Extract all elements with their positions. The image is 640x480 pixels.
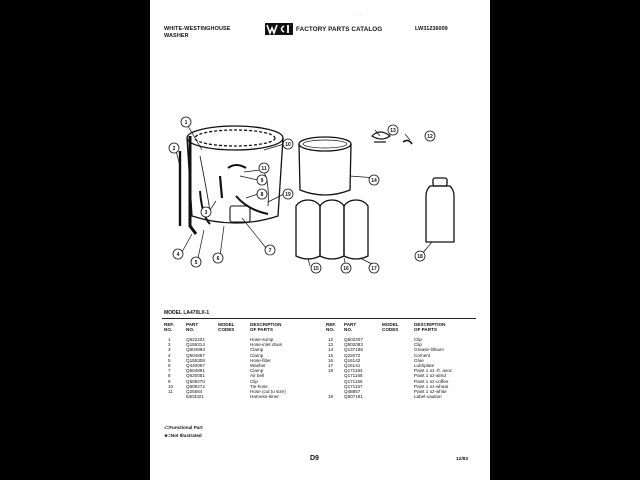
- part-description: Grease-lithium: [414, 347, 444, 353]
- ref-number: 16: [328, 357, 334, 363]
- part-description: Paint 1 oz.-fr. avoc: [414, 368, 453, 374]
- table-row: [164, 394, 324, 399]
- part-number: Q171165: [344, 373, 363, 379]
- callout-label-15: 15: [313, 266, 319, 272]
- wci-logo: [265, 21, 293, 37]
- part-number: Q504891: [186, 368, 205, 374]
- catalog-title: FACTORY PARTS CATALOG: [296, 26, 383, 33]
- part-number: Q504897: [186, 352, 205, 358]
- ref-number: 15: [328, 352, 334, 358]
- table-top-rule: [162, 318, 476, 319]
- footnotes: [164, 424, 203, 440]
- part-number: Q507181: [344, 394, 363, 400]
- part-number: Q171157: [344, 383, 363, 389]
- ref-number: 17: [328, 362, 334, 368]
- ref-number: 14: [328, 347, 334, 353]
- part-number: 5303321: [186, 394, 204, 400]
- ref-number: 2: [168, 342, 171, 348]
- callout-label-17: 17: [371, 266, 377, 272]
- part-number: Q16142: [344, 357, 361, 363]
- parts-rows-right: [326, 337, 476, 399]
- ref-number: 4: [168, 352, 171, 358]
- part-description: Paint 1 oz-coffee: [414, 378, 449, 384]
- ref-number: 9: [168, 378, 171, 384]
- part-number: Q620051: [186, 373, 205, 379]
- part-description: Cement: [414, 352, 431, 358]
- callout-label-1: 1: [184, 120, 188, 126]
- part-number: Q502207: [344, 337, 363, 342]
- callout-label-8: 8: [260, 192, 264, 198]
- part-number: Q25564: [186, 388, 203, 394]
- col-header-ref: REF. NO.: [164, 322, 174, 332]
- col-header-description: DESCRIPTION OF PARTS: [414, 322, 446, 332]
- callout-label-2: 2: [172, 146, 176, 152]
- washer-tub-drawing: [187, 126, 283, 223]
- callout-label-9: 9: [260, 178, 264, 184]
- part-description: Air bell: [250, 373, 265, 379]
- col-header-model-codes: MODEL CODES: [218, 322, 235, 332]
- callout-label-6: 6: [216, 256, 220, 262]
- callout-label-12: 12: [427, 134, 433, 140]
- part-description: Label-caution: [414, 394, 442, 400]
- part-description: Hose (cut to size): [250, 388, 286, 394]
- ref-number: 19: [328, 394, 334, 400]
- part-number: Q137186: [344, 347, 363, 353]
- col-header-model-codes: MODEL CODES: [382, 322, 399, 332]
- col-header-ref: REF. NO.: [326, 322, 336, 332]
- grease-bowl-drawing: [299, 137, 351, 195]
- part-description: Clip: [414, 342, 422, 348]
- ref-number: 10: [168, 383, 174, 389]
- ref-number: 6: [168, 362, 171, 368]
- pump-assembly-drawing: [220, 165, 246, 198]
- callout-label-5: 5: [194, 260, 198, 266]
- col-header-description: DESCRIPTION OF PARTS: [250, 322, 282, 332]
- callout-label-7: 7: [268, 248, 272, 254]
- part-description: Washer: [250, 362, 266, 368]
- revision-date: 12/83: [456, 457, 469, 462]
- col-header-part: PART NO.: [186, 322, 199, 332]
- hoses-drawing: [180, 136, 268, 234]
- part-number: Q504893: [186, 347, 205, 353]
- parts-rows-left: [164, 337, 324, 399]
- part-description: Clamp: [250, 368, 264, 374]
- brand-name: WHITE-WESTINGHOUSE: [164, 26, 231, 32]
- part-description: Hose-inlet drain: [250, 342, 283, 348]
- part-number: Q502083: [344, 342, 363, 348]
- part-description: Lubriplate: [414, 362, 435, 368]
- part-description: Paint 1 oz-wheat: [414, 383, 449, 389]
- callout-label-16: 16: [343, 266, 349, 272]
- bottles-drawing: [296, 200, 368, 259]
- callout-label-11: 11: [261, 166, 267, 172]
- part-number: Q171184: [344, 368, 363, 374]
- ref-number: 12: [328, 337, 334, 342]
- part-description: Hose-sump: [250, 337, 274, 342]
- part-number: Q155308: [186, 357, 205, 363]
- footnote-functional: √=Functional Part: [164, 425, 203, 430]
- part-number: Q16141: [344, 362, 361, 368]
- ref-number: 13: [328, 342, 334, 348]
- footnote-not-illustrated: ★=Not Illustrated: [164, 433, 202, 438]
- part-number: Q48857: [344, 388, 361, 394]
- col-header-part: PART NO.: [344, 322, 357, 332]
- catalog-page: [150, 0, 490, 480]
- part-description: Harness-timer: [250, 394, 279, 400]
- callout-label-13: 13: [390, 128, 396, 134]
- model-number: MODEL LA470LX-1: [164, 310, 210, 316]
- ref-number: 7: [168, 368, 171, 374]
- ref-number: 11: [168, 388, 173, 394]
- part-description: Clip: [414, 337, 422, 342]
- callout-label-4: 4: [176, 252, 180, 258]
- page-number: D9: [310, 455, 319, 462]
- part-number: Q509272: [186, 383, 205, 389]
- callout-label-3: 3: [204, 210, 208, 216]
- ref-number: 5: [168, 357, 171, 363]
- part-description: Clamp: [250, 352, 264, 358]
- part-description: Paint 1 oz-white: [414, 388, 447, 394]
- part-number: Q622201: [186, 337, 205, 342]
- catalog-number: LW31236009: [415, 26, 448, 32]
- paint-bottle-drawing: [426, 178, 454, 242]
- part-number: Q155314: [186, 342, 205, 348]
- part-description: Clip: [250, 378, 258, 384]
- brand-header: [164, 26, 231, 40]
- callout-label-18: 18: [417, 254, 423, 260]
- part-number: Q509270: [186, 378, 205, 384]
- callout-label-19: 19: [285, 192, 291, 198]
- callout-label-14: 14: [371, 178, 377, 184]
- parts-diagram: [150, 106, 490, 286]
- table-row: [326, 394, 476, 399]
- part-description: Tie-hose: [250, 383, 268, 389]
- part-description: Hose-filter: [250, 357, 271, 363]
- scan-speck: · · ·: [355, 13, 362, 18]
- ref-number: 3: [168, 347, 171, 353]
- part-description: Paint 1 oz-almd: [414, 373, 446, 379]
- part-number: Q22072: [344, 352, 361, 358]
- product-type: WASHER: [164, 33, 189, 39]
- part-description: Glue: [414, 357, 424, 363]
- ref-number: 8: [168, 373, 171, 379]
- part-number: Q171155: [344, 378, 363, 384]
- ref-number: 1: [168, 337, 171, 342]
- ref-number: 18: [328, 368, 334, 374]
- part-number: Q440067: [186, 362, 205, 368]
- callout-label-10: 10: [285, 142, 291, 148]
- part-description: Clamp: [250, 347, 264, 353]
